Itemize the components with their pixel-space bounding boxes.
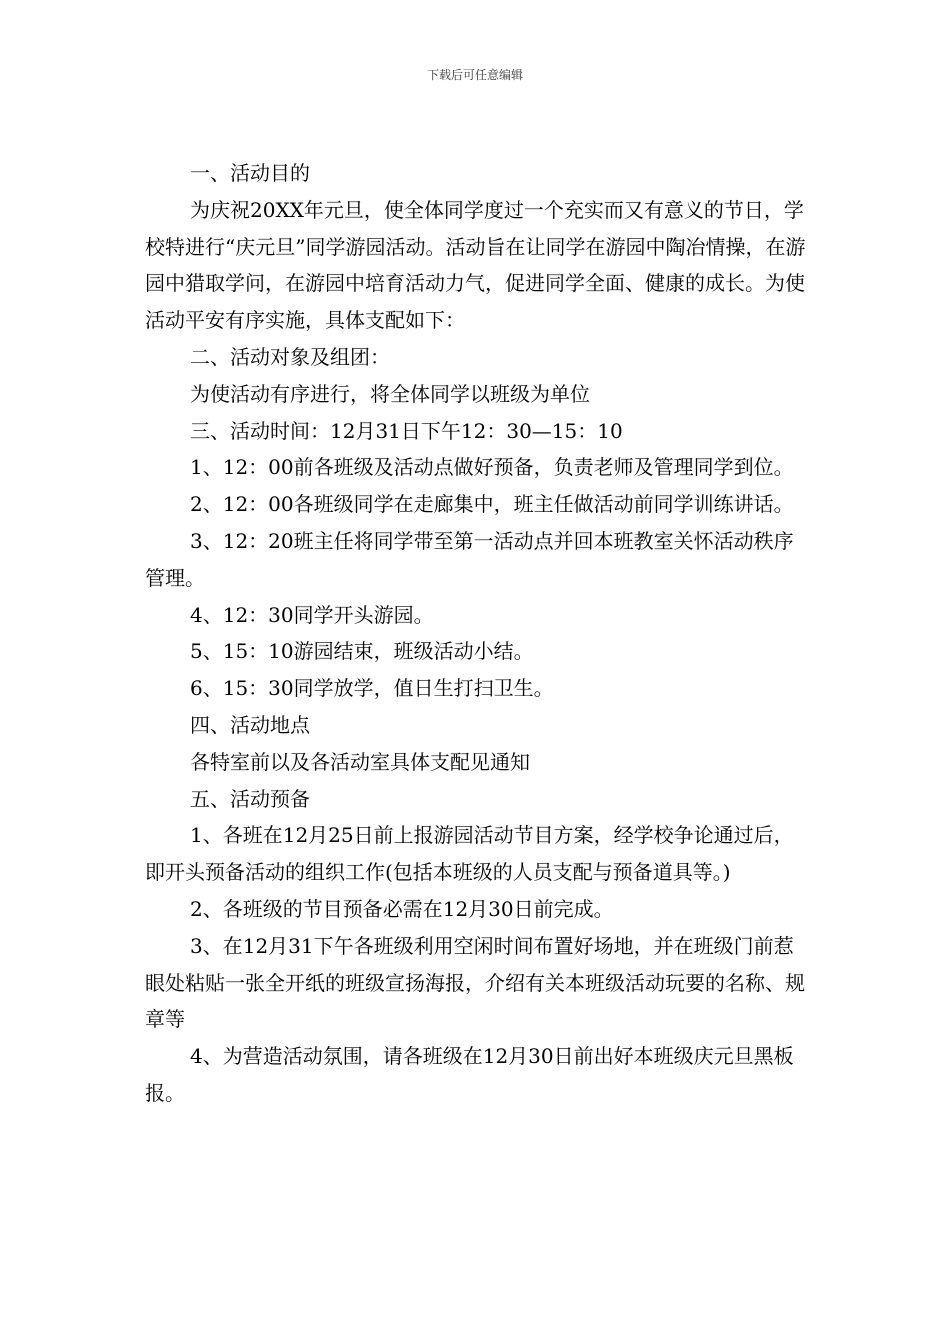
paragraph: 各特室前以及各活动室具体支配见通知 [190,749,530,774]
schedule-item: 4、12：30同学开头游园。 [190,602,434,627]
paragraph: 为庆祝20XX年元旦，使全体同学度过一个充实而又有意义的节日，学校特进行“庆元旦”同学游园活动。活动旨在让同学在游园中陶冶情操，在游园中猎取学问，在游园中培育活动力气，促进同学全面、健康的成长。为使活动平安有序实施，具体支配如下： [145,197,806,333]
schedule-item: 1、12：00前各班级及活动点做好预备，负责老师及管理同学到位。 [190,455,794,480]
paragraph: 为使活动有序进行，将全体同学以班级为单位 [190,381,590,406]
heading-purpose: 一、活动目的 [190,161,310,185]
schedule-item: 6、15：30同学放学，值日生打扫卫生。 [190,676,554,701]
schedule-item: 3、12：20班主任将同学带至第一活动点并回本班教室关怀活动秩序管理。 [145,528,794,590]
header-note: 下载后可任意编辑 [426,68,523,82]
preparation-item: 4、为营造活动氛围，请各班级在12月30日前出好本班级庆元旦黑板报。 [145,1044,794,1105]
schedule-item: 2、12：00各班级同学在走廊集中，班主任做活动前同学训练讲话。 [190,492,794,517]
preparation-item: 2、各班级的节目预备必需在12月30日前完成。 [190,896,614,921]
preparation-item: 1、各班在12月25日前上报游园活动节目方案，经学校争论通过后，即开头预备活动的组织工作(包括本班级的人员支配与预备道具等。) [145,823,794,885]
document-body [145,155,810,1112]
schedule-item: 5、15：10游园结束，班级活动小结。 [190,639,534,664]
preparation-item: 3、在12月31下午各班级利用空闲时间布置好场地，并在班级门前惹眼处粘贴一张全开纸的班级宣扬海报，介绍有关本班级活动玩要的名称、规章等 [145,933,805,1032]
heading-participants: 二、活动对象及组团： [190,344,390,369]
heading-preparation: 五、活动预备 [190,786,310,811]
heading-time: 三、活动时间：12月31日下午12：30—15：10 [190,418,623,443]
heading-location: 四、活动地点 [190,712,310,737]
